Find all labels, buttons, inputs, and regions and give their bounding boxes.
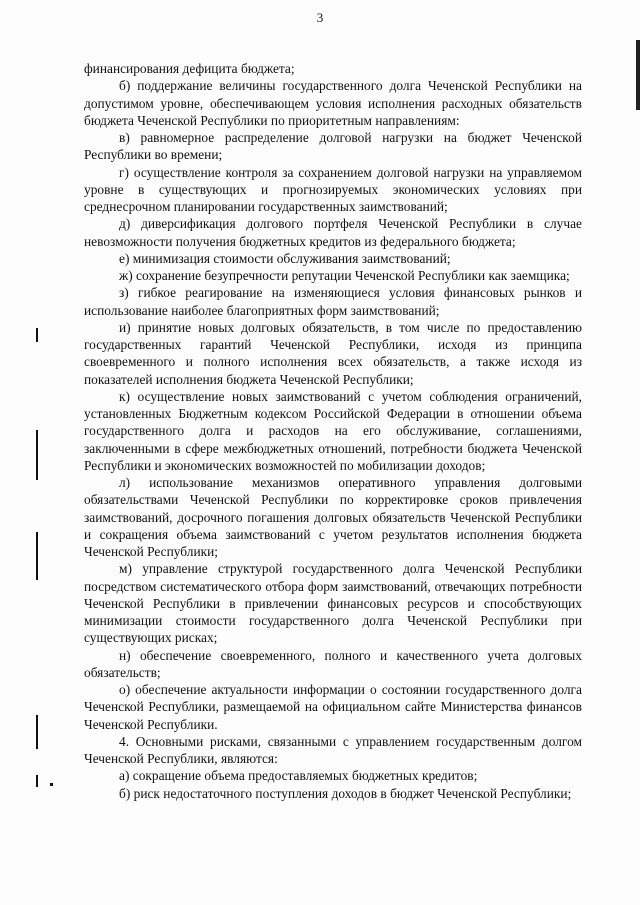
paragraph-l: л) использование механизмов оперативного управления долговыми обязательствами Чеченской Республики по корректировке сроков привлечения заимствований, досрочного погашения долговых обязательств Чеченской Республики и сокращения объема заимствований с учетом результатов исполнения бюджета Чеченской Республики; [84, 475, 582, 559]
margin-mark [36, 532, 38, 580]
paragraph-continuation: финансирования дефицита бюджета; [84, 61, 295, 76]
paragraph-d: д) диверсификация долгового портфеля Чеченской Республики в случае невозможности получения бюджетных кредитов из федерального бюджета; [84, 216, 582, 249]
paragraph-m: м) управление структурой государственного долга Чеченской Республики посредством систематического отбора форм заимствований, отвечающих потребности Чеченской Республики в привлечении финансовых ресурсов и способствующих минимизации стоимости государственного долга Чеченской Республики при существующих рисках; [84, 561, 582, 646]
paragraph-n: н) обеспечение своевременного, полного и качественного учета долговых обязательств; [84, 647, 582, 680]
paragraph-b: б) поддержание величины государственного долга Чеченской Республики на допустимом уровне, обеспечивающем условия исполнения расходных обязательств бюджета Чеченской Республики по приоритетным направлениям: [84, 78, 582, 128]
margin-mark [36, 430, 38, 480]
paragraph-o: о) обеспечение актуальности информации о состоянии государственного долга Чеченской Республики, размещаемой на официальном сайте Министерства финансов Чеченской Республики. [84, 682, 582, 732]
margin-dot [50, 783, 53, 786]
page-number: 3 [316, 10, 324, 25]
paragraph-risk-b: б) риск недостаточного поступления доходов в бюджет Чеченской Республики; [119, 785, 572, 801]
paragraph-z: з) гибкое реагирование на изменяющиеся условия финансовых рынков и использование наиболее благоприятных форм заимствований; [84, 285, 582, 318]
paragraph-e: е) минимизация стоимости обслуживания заимствований; [119, 250, 451, 266]
paragraph-k: к) осуществление новых заимствований с учетом соблюдения ограничений, установленных Бюджетным кодексом Российской Федерации в отношении объема государственного долга и расходов на его обслуживание, соглашениями, заключенными в сфере межбюджетных отношений, потребности бюджета Чеченской Республики и экономических возможностей по мобилизации доходов; [84, 388, 582, 473]
margin-mark [36, 775, 38, 787]
margin-mark [36, 715, 38, 749]
paragraph-i: и) принятие новых долговых обязательств, в том числе по предоставлению государственных гарантий Чеченской Республики, исходя из принципа своевременного и полного исполнения всех обязательств, а также исходя из показателей исполнения бюджета Чеченской Республики; [84, 319, 582, 387]
margin-mark [36, 328, 38, 342]
scan-edge [636, 40, 640, 110]
paragraph-v: в) равномерное распределение долговой нагрузки на бюджет Чеченской Республики во времени; [84, 130, 582, 163]
paragraph-risk-a: а) сокращение объема предоставляемых бюджетных кредитов; [119, 768, 478, 784]
paragraph-section-4: 4. Основными рисками, связанными с управлением государственным долгом Чеченской Республики, являются: [84, 733, 582, 766]
paragraph-g: г) осуществление контроля за сохранением долговой нагрузки на управляемом уровне в существующих и прогнозируемых экономических условиях при среднесрочном планировании государственных заимствований; [84, 164, 582, 214]
paragraph-zh: ж) сохранение безупречности репутации Чеченской Республики как заемщика; [119, 268, 570, 283]
document-body [84, 60, 582, 802]
